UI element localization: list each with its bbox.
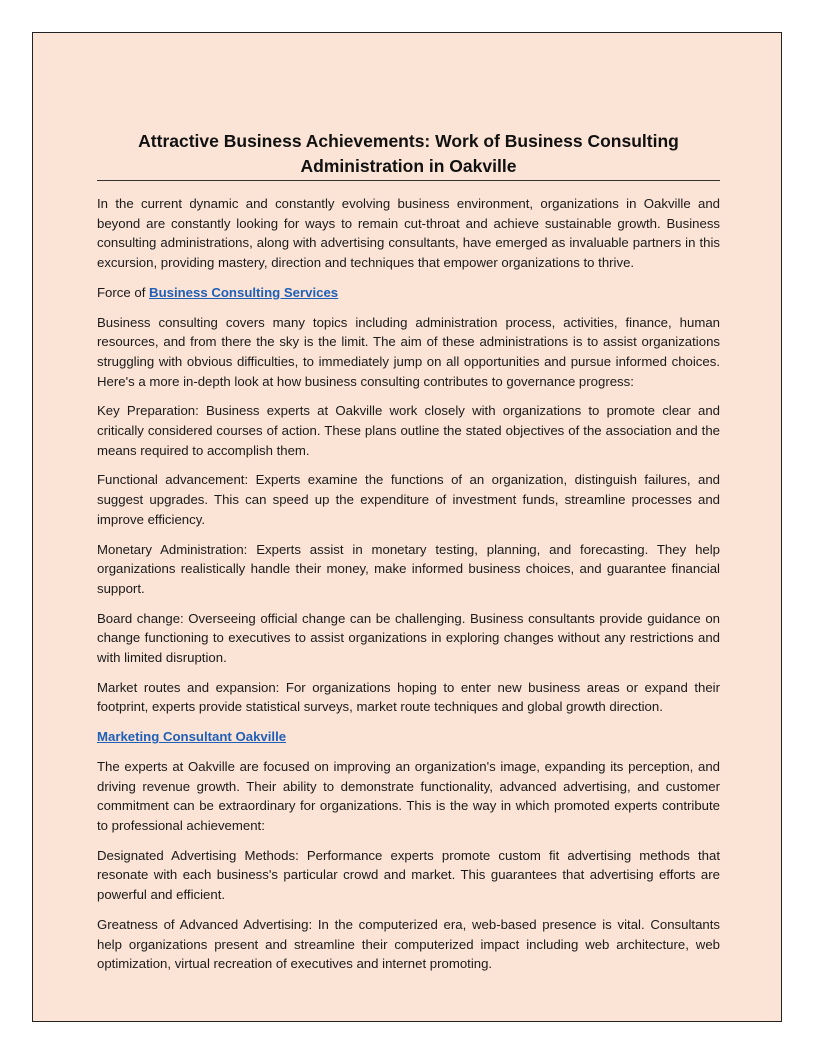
marketing-heading <box>97 727 720 747</box>
functional-advancement-paragraph: Functional advancement: Experts examine the functions of an organization, distinguish failures, and suggest upgrades. This can speed up the expenditure of investment funds, streamline processes and improve efficiency. <box>97 472 720 527</box>
business-consulting-services-link[interactable]: Business Consulting Services <box>149 284 339 300</box>
advanced-advertising-paragraph: Greatness of Advanced Advertising: In the computerized era, web-based presence is vital. Consultants help organizations present and streamline their computerized impact including web architecture, web optimization, virtual recreation of executives and internet promoting. <box>97 916 720 972</box>
document-page <box>32 32 782 1022</box>
document-content <box>97 129 720 984</box>
advertising-methods-paragraph: Designated Advertising Methods: Performance experts promote custom fit advertising methods that resonate with each business's particular crowd and market. This guarantees that advertising efforts are powerful and efficient. <box>97 847 720 903</box>
consulting-overview-paragraph: Business consulting covers many topics including administration process, activities, finance, human resources, and from there the sky is the limit. The aim of these administrations is to assist organizations struggling with obvious difficulties, to immediately jump on all opportunities and pursue informed choices. Here's a more in-depth look at how business consulting contributes to governance progress: <box>97 314 720 389</box>
key-preparation-paragraph: Key Preparation: Business experts at Oakville work closely with organizations to promote clear and critically considered courses of action. These plans outline the stated objectives of the association and the means required to accomplish them. <box>97 403 720 458</box>
market-routes-paragraph: Market routes and expansion: For organizations hoping to enter new business areas or expand their footprint, experts provide statistical surveys, market route techniques and global growth direction. <box>97 679 720 715</box>
monetary-administration-paragraph: Monetary Administration: Experts assist in monetary testing, planning, and forecasting. They help organizations realistically handle their money, make informed business choices, and guarantee financial support. <box>97 541 720 596</box>
force-prefix: Force of <box>97 284 150 300</box>
intro-paragraph: In the current dynamic and constantly evolving business environment, organizations in Oakville and beyond are constantly looking for ways to remain cut-throat and achieve sustainable growth. Business consulting administrations, along with advertising consultants, have emerged as invaluable partners in this excursion, providing mastery, direction and techniques that empower organizations to thrive. <box>97 196 720 271</box>
document-body <box>97 194 720 974</box>
title-line-2: Administration in Oakville <box>300 156 517 176</box>
title-line-1: Attractive Business Achievements: Work of Business Consulting <box>138 131 679 151</box>
board-change-paragraph: Board change: Overseeing official change can be challenging. Business consultants provide guidance on change functioning to executives to assist organizations in exploring changes without any restrictions and with limited disruption. <box>97 610 720 666</box>
page-title <box>97 129 720 181</box>
force-heading <box>97 283 720 303</box>
marketing-experts-paragraph: The experts at Oakville are focused on improving an organization's image, expanding its perception, and driving revenue growth. Their ability to demonstrate functionality, advanced advertising, and customer commitment can be extraordinary for organizations. This is the way in which promoted experts contribute to professional achievement: <box>97 758 720 833</box>
marketing-consultant-oakville-link[interactable]: Marketing Consultant Oakville <box>97 729 287 745</box>
